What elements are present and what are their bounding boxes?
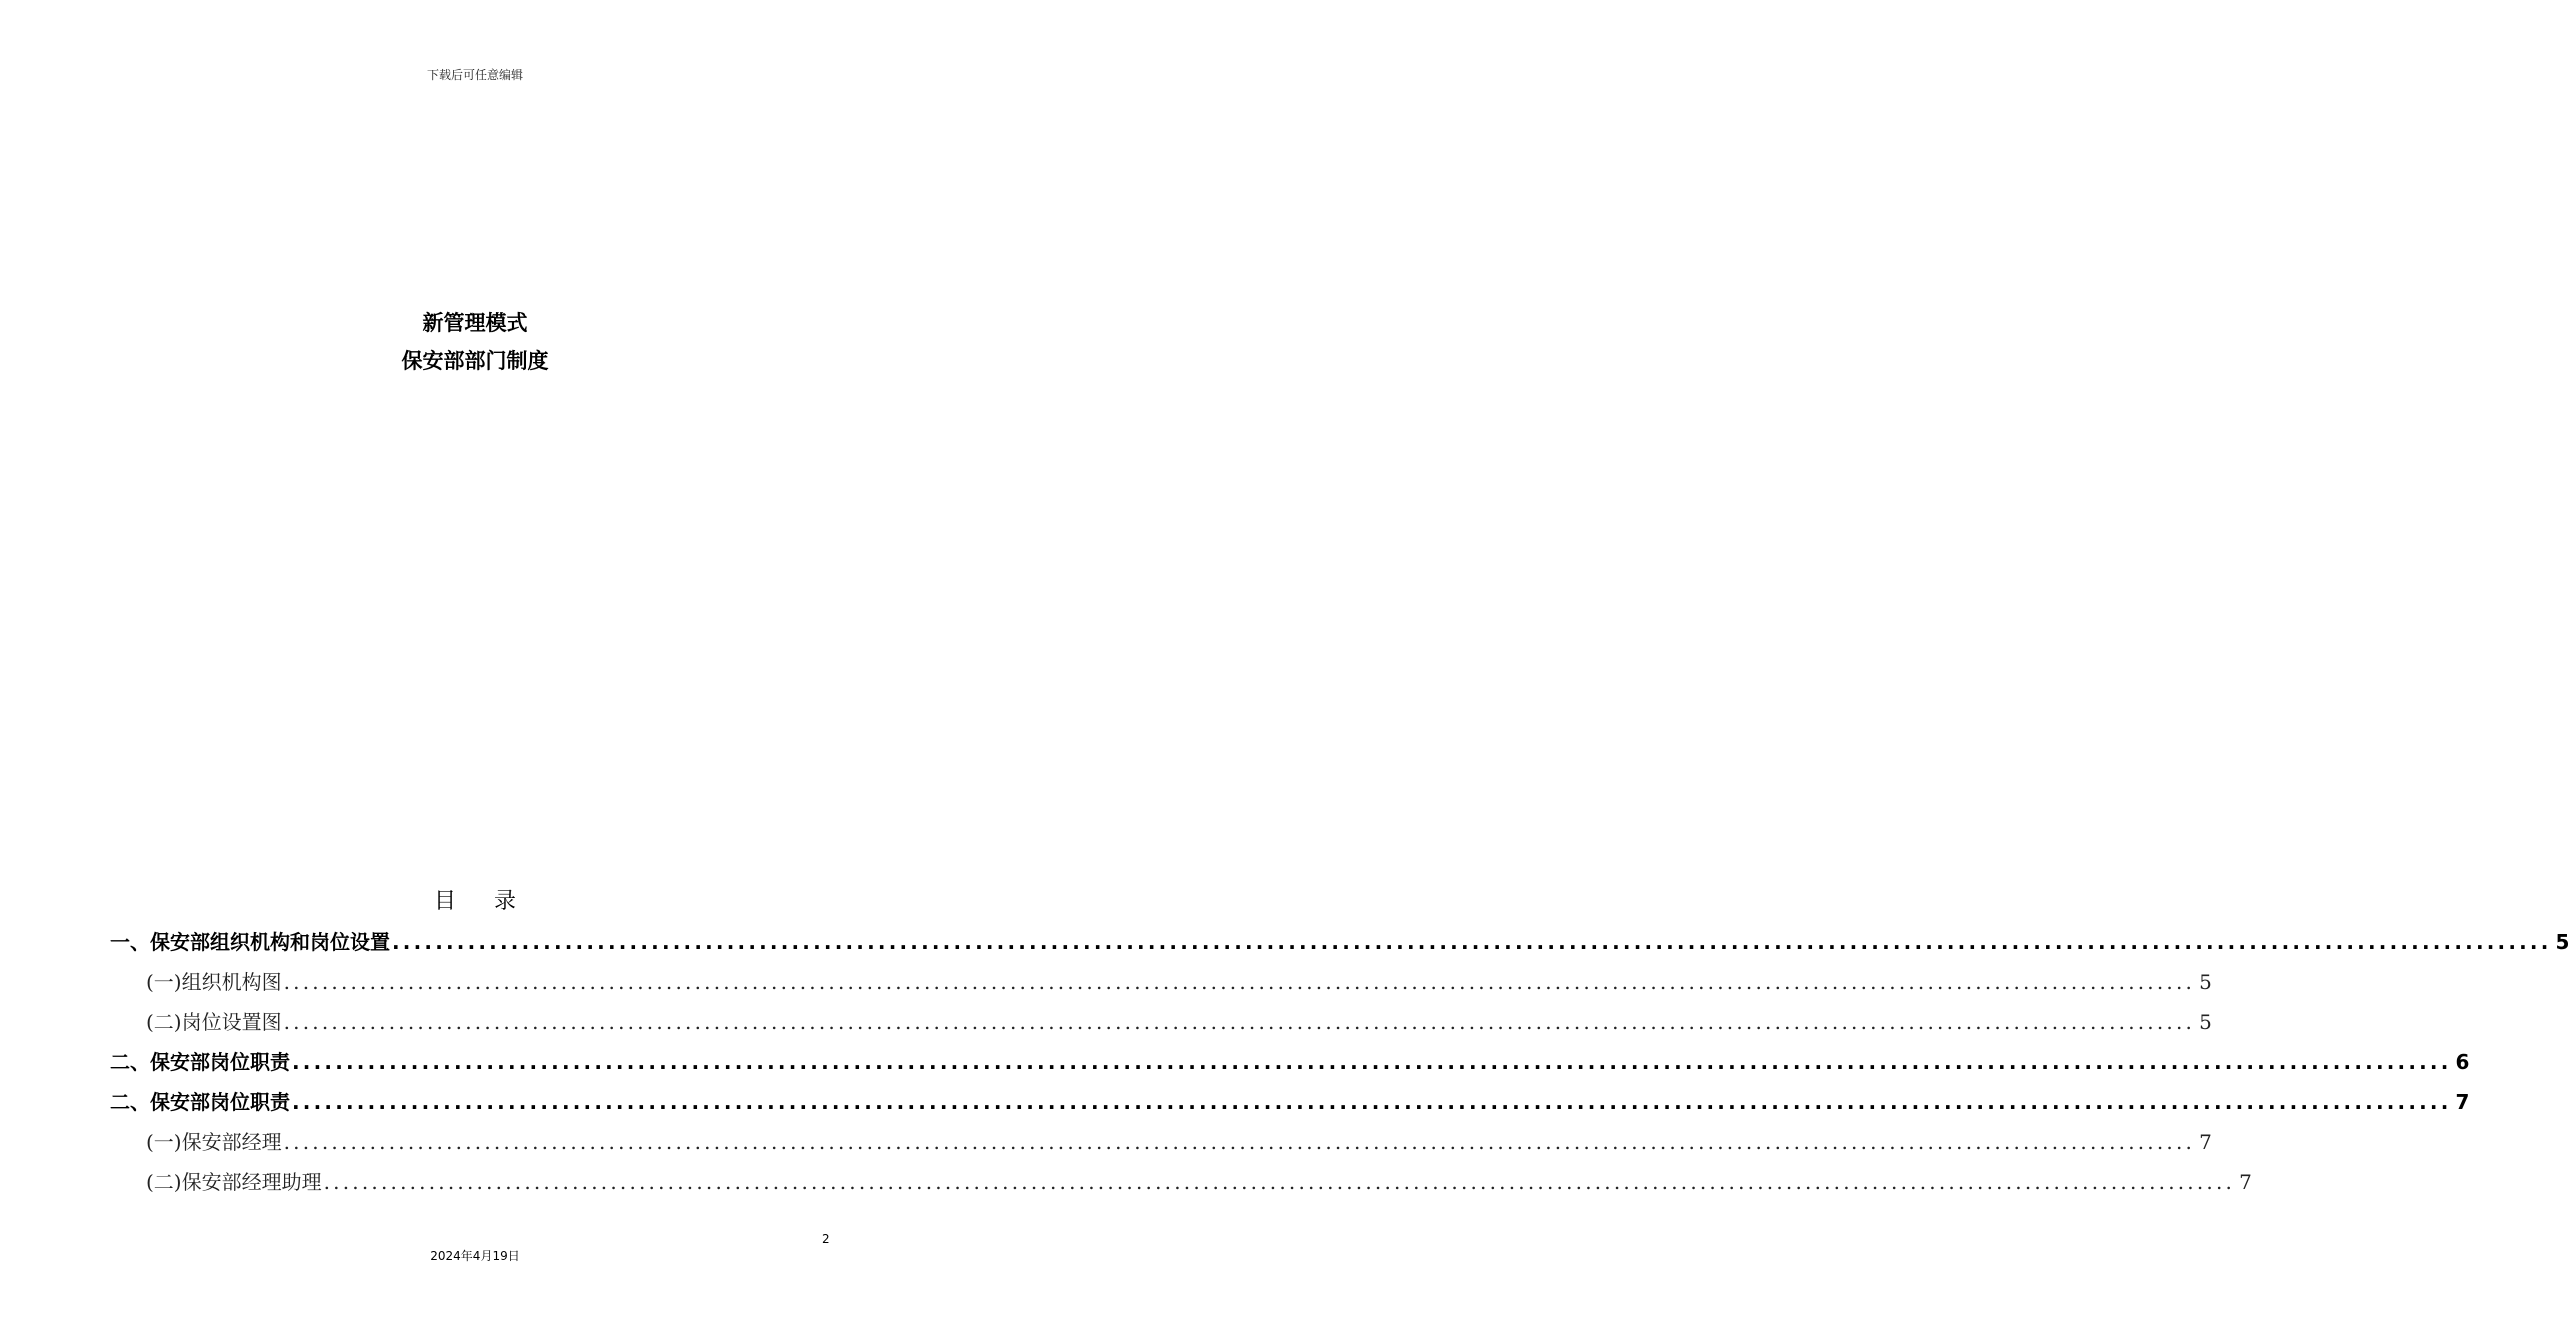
toc-heading: 目录 xyxy=(433,889,554,914)
toc-entry-page: 7 xyxy=(2455,1090,2470,1114)
title-line-1: 新管理模式 xyxy=(422,311,528,335)
toc-leader-dots: ........................................................................................................................................................................................................ xyxy=(392,930,2552,954)
toc-entry-text: (一)保安部经理 xyxy=(146,1130,282,1154)
toc-leader-dots: ........................................................................................................................................................................................................ xyxy=(283,970,2196,994)
toc-entry-text: 一、保安部组织机构和岗位设置 xyxy=(110,930,390,954)
toc-entry-page: 5 xyxy=(2555,930,2569,954)
toc-entry[interactable] xyxy=(110,1166,2252,1206)
toc-entry-text: 二、保安部岗位职责 xyxy=(110,1050,290,1074)
toc-entry-page: 5 xyxy=(2199,970,2212,994)
toc-entry[interactable] xyxy=(110,1126,2212,1166)
toc-leader-dots: ........................................................................................................................................................................................................ xyxy=(283,1130,2196,1154)
footer-date: 2024年4月19日 xyxy=(430,1249,520,1263)
toc-entry-text: (一)组织机构图 xyxy=(146,970,282,994)
toc-entry[interactable] xyxy=(110,1086,2470,1126)
toc-entry-page: 7 xyxy=(2239,1170,2252,1194)
toc-entry[interactable] xyxy=(110,926,2569,966)
document-title xyxy=(0,308,950,384)
toc-leader-dots: ........................................................................................................................................................................................................ xyxy=(292,1050,2452,1074)
title-line-2: 保安部部门制度 xyxy=(401,349,549,373)
toc-entry-text: (二)保安部经理助理 xyxy=(146,1170,322,1194)
toc-entry[interactable] xyxy=(110,1006,2212,1046)
toc-entry-page: 7 xyxy=(2199,1130,2212,1154)
header-note: 下载后可任意编辑 xyxy=(426,68,523,82)
toc-entry[interactable] xyxy=(110,1046,2470,1086)
toc-entry-text: 二、保安部岗位职责 xyxy=(110,1090,290,1114)
table-of-contents xyxy=(110,926,2569,1206)
toc-leader-dots: ........................................................................................................................................................................................................ xyxy=(283,1010,2196,1034)
toc-leader-dots: ........................................................................................................................................................................................................ xyxy=(323,1170,2236,1194)
toc-leader-dots: ........................................................................................................................................................................................................ xyxy=(292,1090,2452,1114)
toc-entry-page: 5 xyxy=(2199,1010,2212,1034)
page-number: 2 xyxy=(822,1232,830,1246)
toc-entry[interactable] xyxy=(110,966,2212,1006)
toc-entry-text: (二)岗位设置图 xyxy=(146,1010,282,1034)
toc-entry-page: 6 xyxy=(2455,1050,2470,1074)
